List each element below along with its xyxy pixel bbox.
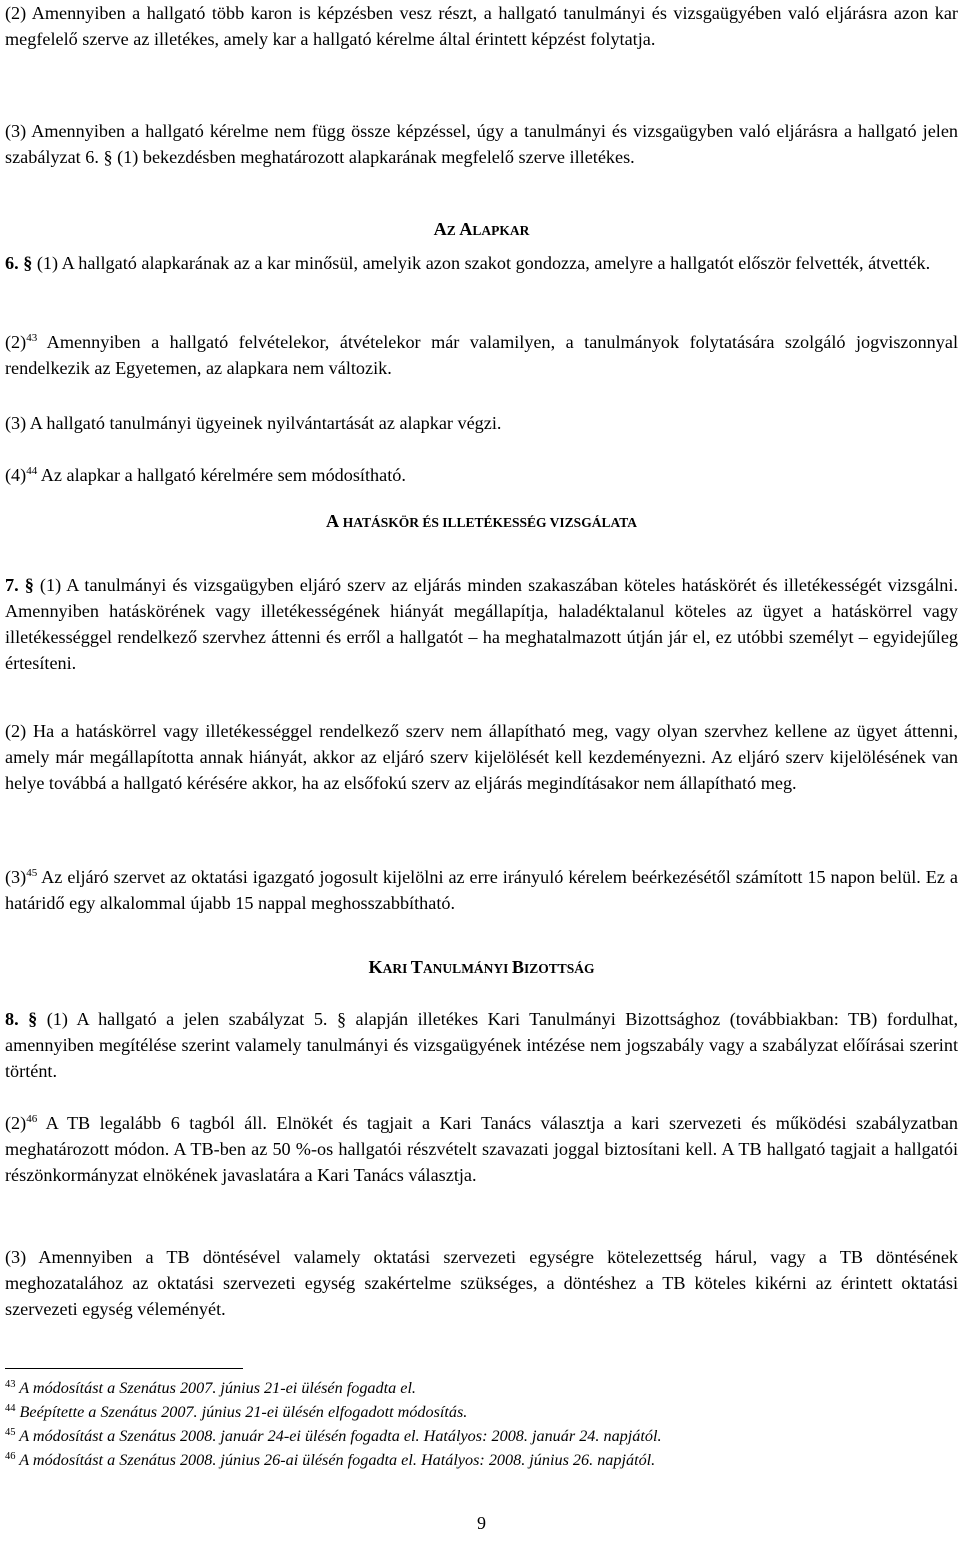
paragraph-5-3: (3) Amennyiben a hallgató kérelme nem függ össze képzéssel, úgy a tanulmányi és vizsgaügyben való eljárásra a hallgató jelen szabályzat 6. § (1) bekezdésben meghatározott alapkarának megfelelő szerve illetékes. [5, 121, 958, 167]
paragraph-8-1: 8. § (1) A hallgató a jelen szabályzat 5. § alapján illetékes Kari Tanulmányi Bizottsághoz (továbbiakban: TB) fordulhat, amennyiben megítélése szerint valamely tanulmányi és vizsgaügyének intézése nem jogszabály vagy a szabályzat előírásai szerint történt. [5, 1009, 959, 1081]
paragraph-6-1: 6. § (1) A hallgató alapkarának az a kar minősül, amelyik azon szakot gondozza, amelyre a hallgatót először felvették, átvették. [5, 253, 931, 273]
footnote-ref-45: 45 [26, 867, 38, 879]
footnote-ref-46: 46 [26, 1113, 38, 1125]
paragraph-7-1: 7. § (1) A tanulmányi és vizsgaügyben eljáró szerv az eljárás minden szakaszában köteles hatáskörét és illetékességét vizsgálni. Amennyiben hatáskörének vagy illetékességének hiányát megállapítja, haladéktalanul köteles az ügyet a hatáskörrel vagy illetékességgel rendelkező szervhez áttenni és erről a hallgatót – ha meghatalmazott útján jár el, ez utóbbi személyt – egyidejűleg értesíteni. [5, 575, 958, 673]
heading-hataskor: A HATÁSKÖR ÉS ILLETÉKESSÉG VIZSGÁLATA [326, 511, 637, 531]
paragraph-6-2: $(2)^{43}$ Amennyiben a hallgató felvételekor, átvételekor már valamilyen, a tanulmányok folytatására szolgáló jogviszonnyal rendelkezik az Egyetemen, az alapkara nem változik. [5, 332, 958, 378]
footnote-45: $^{45}$ A módosítást a Szenátus 2008. január 24-ei ülésén fogadta el. Hatályos: 2008. január 24. napjától. [5, 1427, 662, 1445]
paragraph-5-2: (2) Amennyiben a hallgató több karon is képzésben vesz részt, a hallgató tanulmányi és vizsgaügyében való eljárásra azon kar megfelelő szerve az illetékes, amely kar a hallgató kérelme által érintett képzést folytatja. [5, 3, 958, 49]
footnote-ref-43: 43 [26, 332, 38, 344]
paragraph-7-2: (2) Ha a hatáskörrel vagy illetékességgel rendelkező szerv nem állapítható meg, vagy olyan szervhez kellene az ügyet áttenni, amely már megállapította annak hiányát, akkor az eljáró szerv kijelölését kell kezdeményezni. Az eljáró szerv kijelölésének van helye továbbá a hallgató kérésére akkor, ha az elsőfokú szerv az eljárás megindításakor nem állapítható meg. [5, 721, 958, 793]
paragraph-6-4: $(4)^{44}$ Az alapkar a hallgató kérelmére sem módosítható. [5, 465, 406, 485]
footnote-46: $^{46}$ A módosítást a Szenátus 2008. június 26-ai ülésén fogadta el. Hatályos: 2008. június 26. napjától. [5, 1451, 656, 1469]
page-number: 9 [477, 1513, 486, 1533]
footnote-44: $^{44}$ Beépítette a Szenátus 2007. június 21-ei ülésén elfogadott módosítás. [5, 1403, 468, 1421]
paragraph-8-2: $(2)^{46}$ A TB legalább 6 tagból áll. Elnökét és tagjait a Kari Tanács választja a kari szervezeti és működési szabályzatban meghatározott módon. A TB-ben az 50 %-os hallgatói részvételt szavazati joggal biztosítani kell. A TB hallgató tagjait a hallgatói részönkormányzat elnökének javaslatára a Kari Tanács választja. [5, 1113, 958, 1185]
heading-kari-tanulmanyi-bizottsag: KARI TANULMÁNYI BIZOTTSÁG [368, 957, 595, 977]
paragraph-8-3: (3) Amennyiben a TB döntésével valamely oktatási szervezeti egységre kötelezettség hárul, vagy a TB döntésének meghozatalához az oktatási szervezeti egység szakértelme szükséges, a döntéshez a TB köteles kikérni az érintett oktatási szervezeti egység véleményét. [5, 1247, 958, 1319]
footnote-ref-44: 44 [26, 465, 38, 477]
paragraph-7-3: $(3)^{45}$ Az eljáró szervet az oktatási igazgató jogosult kijelölni az erre irányuló kérelem beérkezésétől számított 15 napon belül. Ez a határidő egy alkalommal újabb 15 nappal meghosszabbítható. [5, 867, 958, 913]
footnote-43: $^{43}$ A módosítást a Szenátus 2007. június 21-ei ülésén fogadta el. [5, 1379, 416, 1397]
heading-az-alapkar: AZ ALAPKAR [433, 219, 530, 239]
footnote-separator [5, 1368, 243, 1369]
paragraph-6-3: (3) A hallgató tanulmányi ügyeinek nyilvántartását az alapkar végzi. [5, 413, 502, 433]
